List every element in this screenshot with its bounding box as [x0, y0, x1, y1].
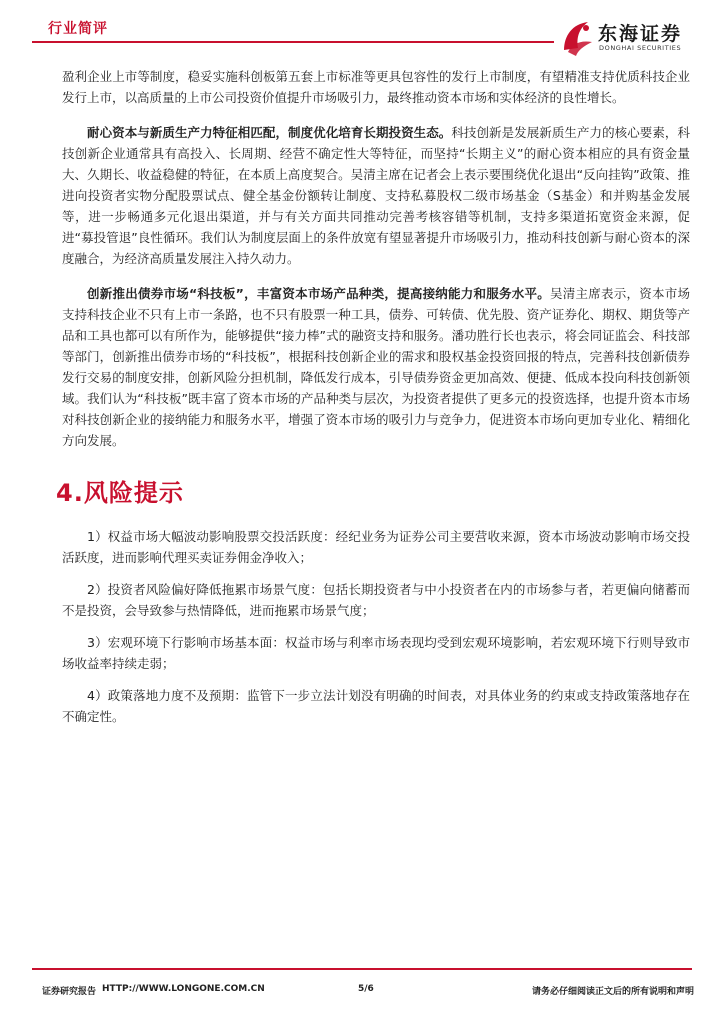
section-title-risk: 4.风险提示 [56, 479, 184, 507]
logo-name-en: DONGHAI SECURITIES [599, 44, 682, 52]
report-body [56, 66, 690, 738]
header-title: 行业简评 [48, 21, 108, 37]
paragraph-lead-tech-board: 创新推出债券市场“科技板”，丰富资本市场产品种类，提高接纳能力和服务水平。 [87, 286, 551, 301]
paragraph-listing-system: 盈利企业上市等制度，稳妥实施科创板第五套上市标准等更具包容性的发行上市制度，有望精准支持优质科技企业发行上市，以高质量的上市公司投资价值提升市场吸引力，最终推动资本市场和实体经济的良性增长。 [62, 69, 690, 105]
paragraph-lead-patient-capital: 耐心资本与新质生产力特征相匹配，制度优化培育长期投资生态。 [87, 125, 452, 140]
footer-report-type: 证券研究报告 [42, 987, 97, 997]
logo-emblem-icon [558, 18, 598, 58]
header-rule [32, 41, 554, 43]
risk-item: 4）政策落地力度不及预期：监管下一步立法计划没有明确的时间表，对具体业务的约束或支持政策落地存在不确定性。 [62, 688, 690, 724]
paragraph-text-patient-capital: 科技创新是发展新质生产力的核心要素，科技创新企业通常具有高投入、长周期、经营不确定性大等特征，而坚持“长期主义”的耐心资本相应的具有资金量大、久期长、收益稳健的特征，在本质上高度契合。吴清主席在记者会上表示要围绕优化退出“反向挂钩”政策、推进向投资者实物分配股票试点、健全基金份额转让制度、支持私募股权二级市场基金（S基金）和并购基金发展等，进一步畅通多元化退出渠道，并与有关方面共同推动完善考核容错等机制，支持多渠道拓宽资金来源，促进“募投管退”良性循环。我们认为制度层面上的条件放宽有望显著提升市场吸引力，推动科技创新与耐心资本的深度融合，为经济高质量发展注入持久动力。 [62, 125, 690, 266]
company-logo [558, 18, 698, 58]
logo-name-cn: 东海证券 [598, 23, 683, 45]
risk-item: 2）投资者风险偏好降低拖累市场景气度：包括长期投资者与中小投资者在内的市场参与者，若更偏向储蓄而不是投资，会导致参与热情降低，进而拖累市场景气度； [62, 582, 690, 618]
footer-disclaimer: 请务必仔细阅读正文后的所有说明和声明 [531, 987, 694, 997]
footer-page-number: 5/6 [358, 984, 374, 994]
risk-item: 1）权益市场大幅波动影响股票交投活跃度：经纪业务为证券公司主要营收来源，资本市场波动影响市场交投活跃度，进而影响代理买卖证券佣金净收入； [62, 529, 690, 565]
risk-item: 3）宏观环境下行影响市场基本面：权益市场与利率市场表现均受到宏观环境影响，若宏观环境下行则导致市场收益率持续走弱； [62, 635, 690, 671]
footer-website-link[interactable]: HTTP://WWW.LONGONE.COM.CN [102, 984, 265, 994]
page-header [0, 0, 724, 56]
page-footer [0, 968, 724, 1024]
paragraph-tech-board [62, 283, 690, 451]
paragraph-patient-capital [62, 122, 690, 269]
paragraph-text-tech-board: 吴清主席表示，资本市场支持科技企业不只有上市一条路，也不只有股票一种工具，债券、可转债、优先股、资产证券化、期权、期货等产品和工具也都可以有所作为，能够提供“接力棒”式的融资支持和服务。潘功胜行长也表示，将会同证监会、科技部等部门，创新推出债券市场的“科技板”，根据科技创新企业的需求和股权基金投资回报的特点，完善科技创新债券发行交易的制度安排，创新风险分担机制，降低发行成本，引导债券资金更加高效、便捷、低成本投向科技创新领域。我们认为“科技板”既丰富了资本市场的产品种类与层次，为投资者提供了更多元的投资选择，也提升资本市场对科技创新企业的接纳能力和服务水平，增强了资本市场的吸引力与竞争力，促进资本市场向更加专业化、精细化方向发展。 [62, 286, 690, 448]
footer-rule [32, 968, 692, 970]
